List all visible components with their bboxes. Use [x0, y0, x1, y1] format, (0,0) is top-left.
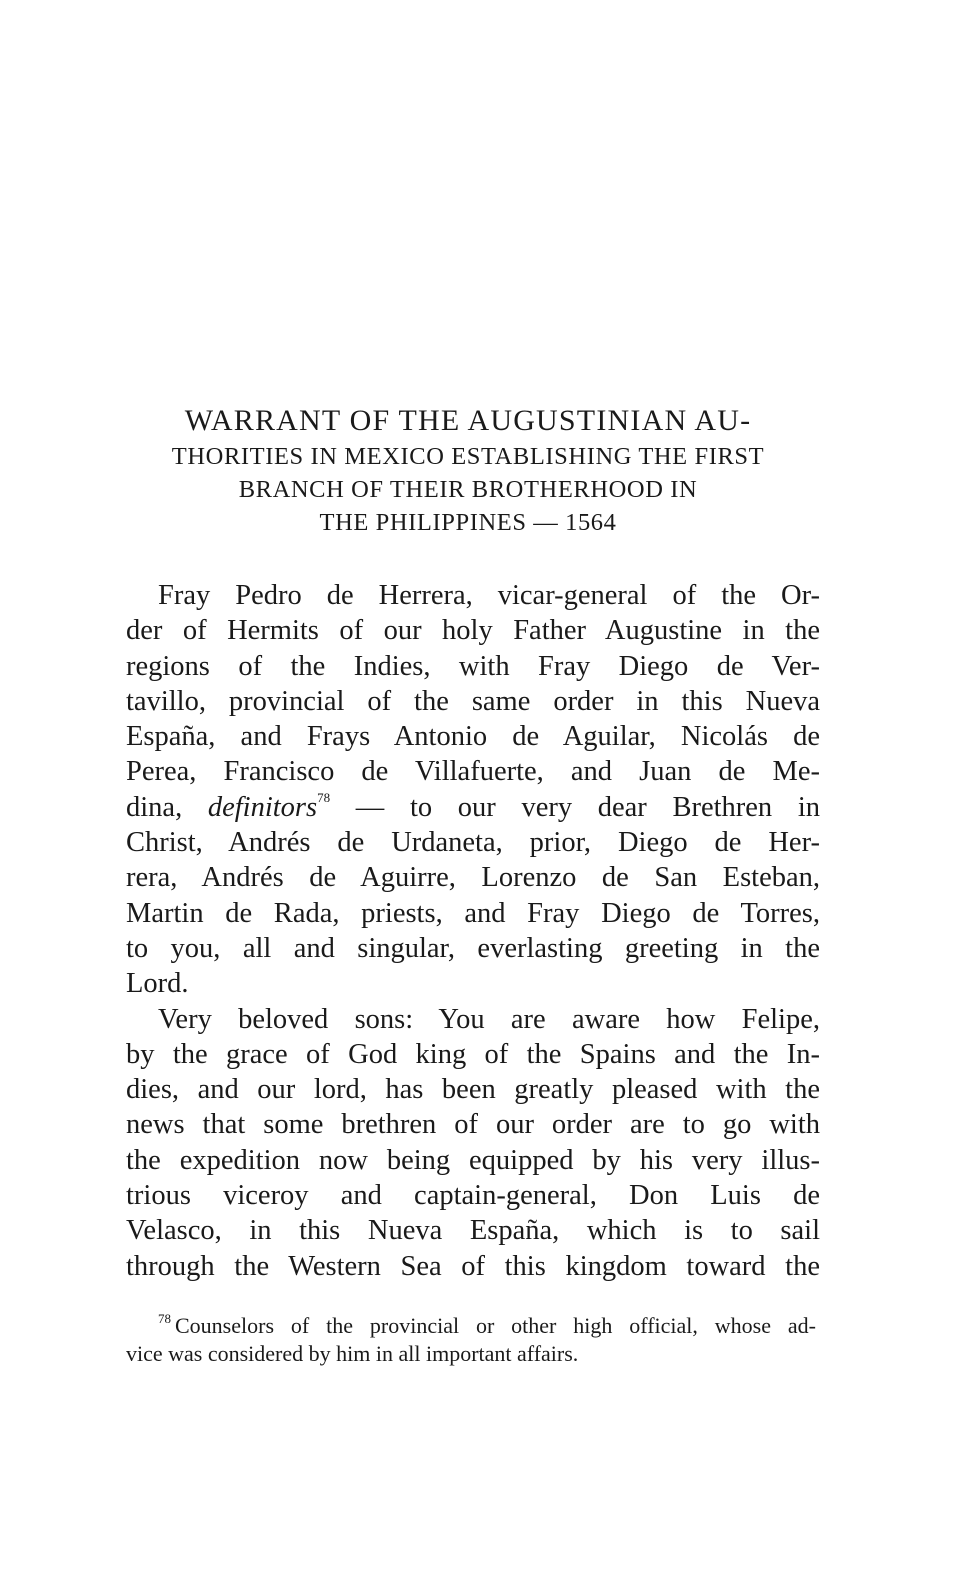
paragraph-2-line: Velasco, in this Nueva España, which is to sail [126, 1215, 820, 1247]
body-text [126, 578, 820, 1284]
footnote-text: Counselors of the provincial or other high official, whose ad- [175, 1313, 816, 1338]
title-line-1: WARRANT OF THE AUGUSTINIAN AU- [184, 404, 752, 437]
paragraph-1-line [126, 790, 820, 825]
footnote-line [126, 1312, 816, 1340]
paragraph-2-line: the expedition now being equipped by his very illus- [126, 1144, 820, 1176]
paragraph-2-line: by the grace of God king of the Spains and the In- [126, 1038, 820, 1070]
paragraph-1-line: Fray Pedro de Herrera, vicar-general of the Or- [158, 580, 820, 611]
paragraph-1-line: rera, Andrés de Aguirre, Lorenzo de San Esteban, [126, 862, 820, 894]
paragraph-1-line: to you, all and singular, everlasting greeting in the [126, 932, 820, 964]
footnote-mark: 78 [158, 1311, 171, 1326]
paragraph-1-line: regions of the Indies, with Fray Diego de Ver- [126, 650, 820, 682]
title-line-2: THORITIES IN MEXICO ESTABLISHING THE FIRST [171, 443, 765, 470]
paragraph-2-line: trious viceroy and captain-general, Don Luis de [126, 1180, 820, 1212]
footnote-reference: 78 [317, 789, 331, 805]
paragraph-1-line: tavillo, provincial of the same order in this Nueva [126, 685, 820, 717]
paragraph-1-line: Martin de Rada, priests, and Fray Diego de Torres, [126, 897, 820, 929]
paragraph-2-line: news that some brethren of our order are to go with [126, 1109, 820, 1141]
paragraph-2-line: Very beloved sons: You are aware how Felipe, [158, 1003, 820, 1035]
footnote-line: vice was considered by him in all important affairs. [126, 1341, 579, 1366]
document-title [118, 402, 818, 539]
paragraph-1-line: Lord. [126, 968, 189, 1000]
paragraph-2-line: through the Western Sea of this kingdom toward the [126, 1250, 820, 1282]
line-text: dina, [126, 791, 208, 823]
footnote [126, 1312, 816, 1368]
title-line-3: BRANCH OF THEIR BROTHERHOOD IN [238, 476, 698, 503]
definitors-term: definitors [207, 791, 318, 823]
paragraph-1-line: der of Hermits of our holy Father Augustine in the [126, 615, 820, 647]
paragraph-2-line: dies, and our lord, has been greatly pleased with the [126, 1074, 820, 1106]
paragraph-1-line: Christ, Andrés de Urdaneta, prior, Diego de Her- [126, 827, 820, 859]
title-line-4: THE PHILIPPINES — 1564 [319, 509, 617, 536]
paragraph-1-line: Perea, Francisco de Villafuerte, and Juan de Me- [126, 756, 820, 788]
paragraph-1-line: España, and Frays Antonio de Aguilar, Nicolás de [126, 721, 820, 753]
line-text: — to our very dear Brethren in [330, 791, 820, 823]
